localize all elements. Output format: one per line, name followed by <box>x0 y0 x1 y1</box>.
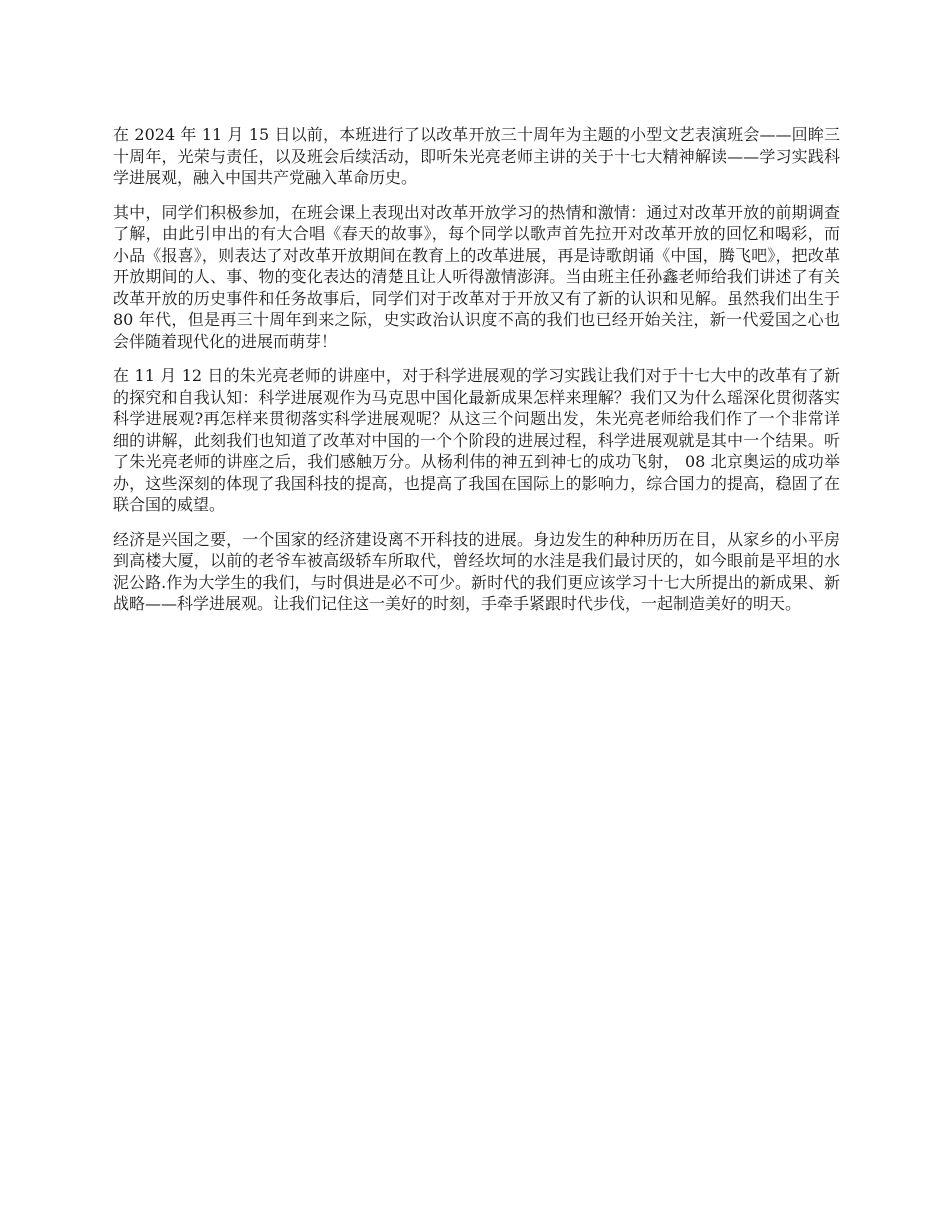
paragraph-3: 在 11 月 12 日的朱光亮老师的讲座中，对于科学进展观的学习实践让我们对于十七大中的改革有了新的探究和自我认知：科学进展观作为马克思中国化最新成果怎样来理解？我们又为什么瑶深化贯彻落实科学进展观?再怎样来贯彻落实科学进展观呢？从这三个问题出发，朱光亮老师给我们作了一个非常详细的讲解，此刻我们也知道了改革对中国的一个个阶段的进展过程，科学进展观就是其中一个结果。听了朱光亮老师的讲座之后，我们感触万分。从杨利伟的神五到神七的成功飞射， 08 北京奥运的成功举办，这些深刻的体现了我国科技的提高，也提高了我国在国际上的影响力，综合国力的提高，稳固了在联合国的威望。 <box>113 366 840 514</box>
document-body <box>113 124 840 628</box>
paragraph-1: 在 2024 年 11 月 15 日以前，本班进行了以改革开放三十周年为主题的小型文艺表演班会——回眸三十周年，光荣与责任，以及班会后续活动，即听朱光亮老师主讲的关于十七大精神解读——学习实践科学进展观，融入中国共产党融入革命历史。 <box>113 125 840 187</box>
paragraph-2: 其中，同学们积极参加，在班会课上表现出对改革开放学习的热情和激情：通过对改革开放的前期调查了解，由此引申出的有大合唱《春天的故事》，每个同学以歌声首先拉开对改革开放的回忆和喝彩，而小品《报喜》，则表达了对改革开放期间在教育上的改革进展，再是诗歌朗诵《中国，腾飞吧》，把改革开放期间的人、事、物的变化表达的清楚且让人听得激情澎湃。当由班主任孙鑫老师给我们讲述了有关改革开放的历史事件和任务故事后，同学们对于改革对于开放又有了新的认识和见解。虽然我们出生于 80 年代，但是再三十周年到来之际，史实政治认识度不高的我们也已经开始关注，新一代爱国之心也会伴随着现代化的进展而萌芽！ <box>113 202 840 351</box>
paragraph-4: 经济是兴国之要，一个国家的经济建设离不开科技的进展。身边发生的种种历历在目，从家乡的小平房到高楼大厦，以前的老爷车被高级轿车所取代，曾经坎坷的水洼是我们最讨厌的，如今眼前是平坦的水泥公路.作为大学生的我们，与时俱进是必不可少。新时代的我们更应该学习十七大所提出的新成果、新战略——科学进展观。让我们记住这一美好的时刻，手牵手紧跟时代步伐，一起制造美好的明天。 <box>113 529 840 613</box>
